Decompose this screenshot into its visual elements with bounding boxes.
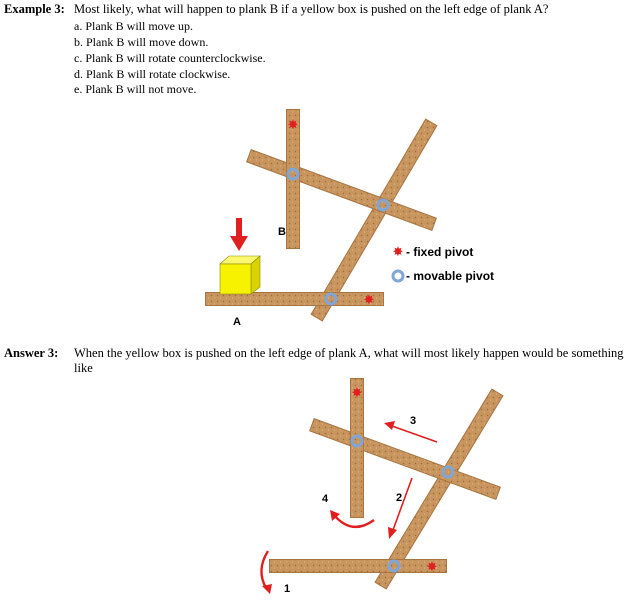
option-d: d. Plank B will rotate clockwise.: [74, 67, 231, 81]
arrow-3-head-icon: [384, 421, 395, 430]
yellow-box: [220, 264, 251, 294]
fixed-pivot-icon: ✸: [287, 117, 299, 132]
answer-text: When the yellow box is pushed on the left edge of plank A, what will most likely happen would be something like: [74, 346, 624, 375]
step-3-label: 3: [410, 415, 417, 427]
arrow-1: [261, 551, 268, 588]
figure-1-diagram: [0, 100, 640, 340]
push-arrow-shaft: [236, 218, 242, 238]
option-b: b. Plank B will move down.: [74, 35, 209, 49]
step-1-label: 1: [284, 583, 291, 595]
fixed-pivot-icon: ✸: [363, 292, 375, 307]
arrow-2-head-icon: [388, 527, 397, 539]
fixed-pivot-icon: ✸: [351, 385, 363, 400]
fixed-pivot-icon: ✸: [426, 559, 438, 574]
legend-fixed-label: - fixed pivot: [406, 245, 474, 259]
option-e: e. Plank B will not move.: [74, 82, 197, 96]
push-arrow-head-icon: [230, 236, 248, 251]
step-2-label: 2: [396, 492, 403, 504]
answer-label: Answer 3:: [4, 346, 59, 360]
figure-2-diagram: [0, 370, 640, 600]
option-c: c. Plank B will rotate counterclockwise.: [74, 51, 266, 65]
legend-fixed-pivot-icon: ✸: [392, 244, 404, 259]
arrow-3: [392, 426, 437, 442]
plank-b-label: B: [278, 226, 286, 238]
legend-movable-pivot-icon: [393, 271, 403, 281]
option-a: a. Plank B will move up.: [74, 19, 193, 33]
step-4-label: 4: [322, 493, 329, 505]
legend-movable-label: - movable pivot: [406, 269, 495, 283]
plank-a-label: A: [233, 316, 241, 328]
arrow-2: [393, 478, 412, 530]
question-text: Most likely, what will happen to plank B if a yellow box is pushed on the left edge of plank A?: [74, 2, 549, 16]
example-label: Example 3:: [4, 2, 65, 16]
